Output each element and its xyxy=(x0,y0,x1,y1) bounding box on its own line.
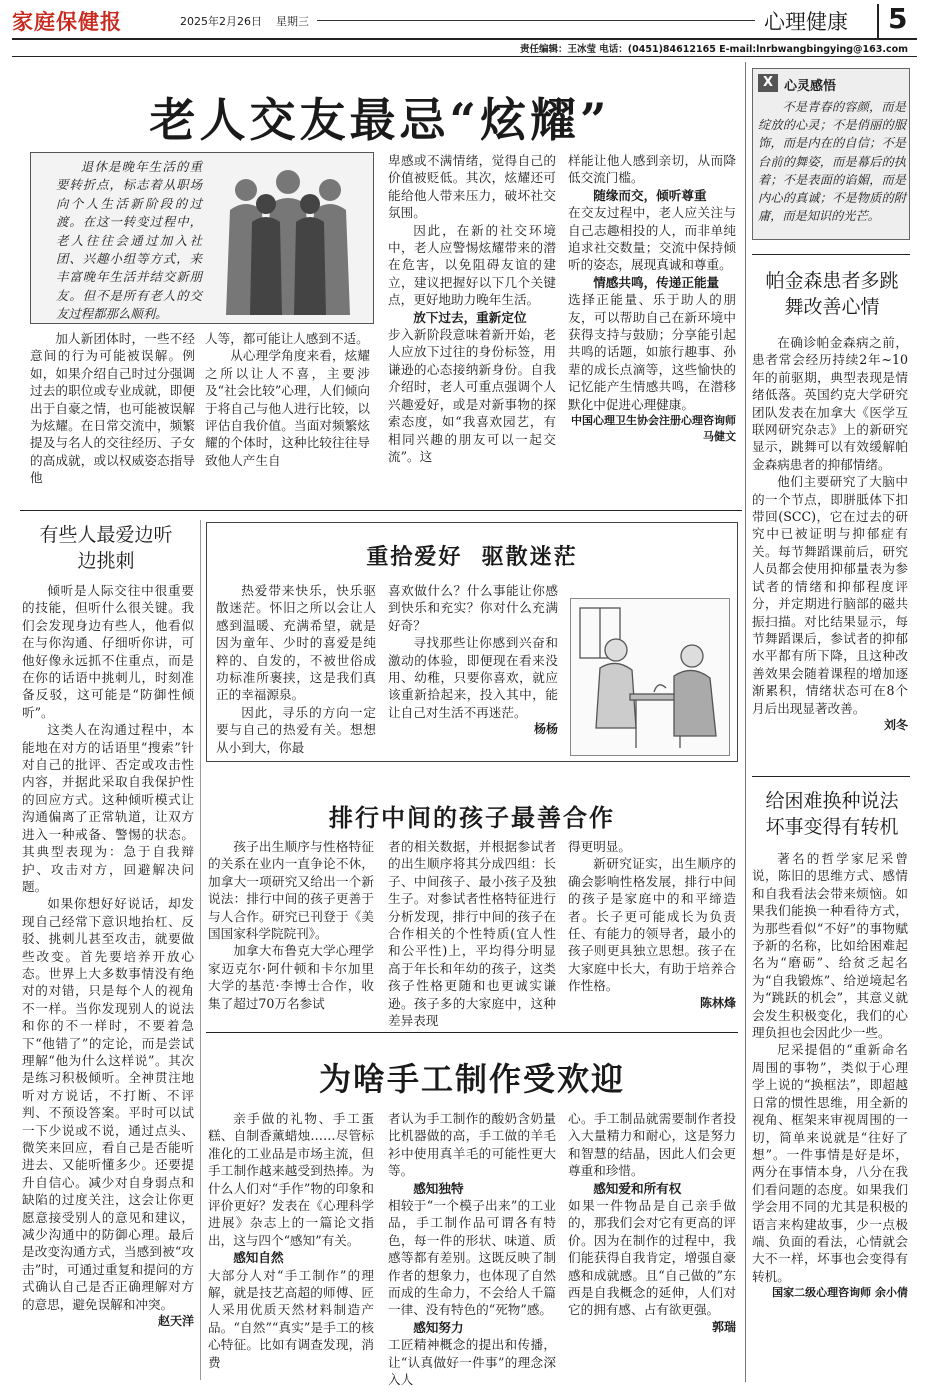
section-divider xyxy=(877,4,879,38)
a1-para: 样能让他人感到亲切，从而降低交流门槛。 xyxy=(568,153,736,186)
section-rule-2 xyxy=(206,1032,738,1033)
a7-author: 郭瑞 xyxy=(711,1319,736,1334)
a1-subhead: 放下过去，重新定位 xyxy=(413,309,527,325)
article-title-defensive-listening: 有些人最爱边听边挑刺 xyxy=(39,524,173,572)
a5-para: 加拿大布鲁克大学心理学家迈克尔·阿什顿和卡尔加里大学的基范·李博士合作，收集了超过70万名参试 xyxy=(208,943,374,1011)
a1-subhead: 随缘而交，倾听尊重 xyxy=(593,187,707,203)
a4-para: 热爱带来快乐，快乐驱散迷茫。怀旧之所以会让人感到温暖、充满希望，就是因为童年、少时的喜爱是纯粹的、自发的，不被世俗成功标准所裹挟，这是我们真正的幸福源泉。 xyxy=(216,583,376,703)
editor-line: 责任编辑：王冰莹 电话：(0451)84612165 E-mail:lnrbwangbingying@163.com xyxy=(520,44,909,55)
masthead-rule xyxy=(317,20,755,21)
a3-body xyxy=(22,582,194,1329)
lead-text: 退休是晚年生活的重要转折点，标志着从职场向个人生活新阶段的过渡。在这一转变过程中，老人往往会通过加入社团、兴趣小组等方式，来丰富晚年生活并结交新朋友。但不是所有老人的交友过程都那么顺利。 xyxy=(56,159,202,322)
article-title-middle-child: 排行中间的孩子最善合作 xyxy=(329,804,615,832)
left-divider xyxy=(200,520,201,1380)
a7-subhead: 感知独特 xyxy=(413,1180,464,1196)
article-title-handmade: 为啥手工制作受欢迎 xyxy=(318,1060,625,1098)
a4-para: 寻找那些让你感到兴奋和激动的体验，即便现在看来没用、幼稚，只要你喜欢，就应该重新拾起来，投入其中，能让自己对生活不再迷茫。 xyxy=(388,635,558,720)
heart-icon: X xyxy=(758,74,778,92)
a5-para: 得更明显。 xyxy=(568,839,631,854)
a1-para: 加人新团体时，一些不经意间的行为可能被误解。例如，如果介绍自己时过分强调过去的职位或专业成就，即便出于自豪之情，也可能被误解为炫耀。在日常交流中，频繁提及与名人的交往经历、子女的高成就，或以权威姿态指导他 xyxy=(30,331,195,486)
a5-column-1 xyxy=(208,838,374,1012)
a4-para: 喜欢做什么？什么事能让你感到快乐和充实？你对什么充满好奇？ xyxy=(388,583,558,633)
a7-column-2 xyxy=(388,1110,556,1389)
paper-name: 家庭保健报 xyxy=(12,10,122,34)
article-title-parkinson: 帕金森患者多跳舞改善心情 xyxy=(765,270,899,318)
sidebar-rule xyxy=(752,254,910,255)
article-title-hobby: 重拾爱好 驱散迷茫 xyxy=(366,545,578,570)
a3-para: 倾听是人际交往中很重要的技能，但听什么很关键。我们会发现身边有些人，他看似在与你沟通、仔细听你讲，可他好像永远抓不住重点，而是在你的话语中挑刺儿，时刻准备反驳，这可能是“防御性倾听”。 xyxy=(22,583,194,720)
a2-author: 刘冬 xyxy=(883,717,908,732)
a6-body xyxy=(752,850,908,1301)
a1-para: 因此，在新的社交环境中，老人应警惕炫耀带来的潜在危害，以免阻碍友谊的建立，建议把握好以下几个关键点，更好地助力晚年生活。 xyxy=(388,222,556,308)
a2-body xyxy=(752,334,908,733)
a5-column-2 xyxy=(388,838,556,1029)
sidebar-divider xyxy=(745,62,746,1382)
a3-para: 这类人在沟通过程中，本能地在对方的话语里“搜索”针对自己的批评、否定或攻击性内容，并据此采取自我保护性的回应方式。这种倾听模式让沟通偏离了正常轨道，让双方进入一种戒备、警惕的状态。其典型表现为：急于自我辩护、攻击对方，回避解决问题。 xyxy=(22,722,194,894)
a5-author: 陈林烽 xyxy=(699,995,736,1010)
sidebar-rule-2 xyxy=(752,776,910,777)
a7-para: 相较于“一个模子出来”的工业品，手工制作品可谓各有特色，每一件的形状、味道、质感等都有差别。这既反映了制作者的想象力，也体现了自然而成的生命力，不会给人千篇一律、没有特色的“死物”感。 xyxy=(388,1198,556,1318)
a7-para: 亲手做的礼物、手工蛋糕、自制香薰蜡烛……尽管标准化的工业品是市场主流，但手工制作越来越受到热捧。为什么人们对“手作”物的印象和评价更好？发表在《心理科学进展》杂志上的一篇论文指出，这与四个“感知”有关。 xyxy=(208,1111,374,1248)
heart-title: 心灵感悟 xyxy=(784,79,837,94)
a4-para: 因此，寻乐的方向一定要与自己的热爱有关。想想从小到大，你最 xyxy=(216,704,376,755)
a5-para: 者的相关数据，并根据参试者的出生顺序将其分成四组：长子、中间孩子、最小孩子及独生子。对参试者性格特征进行分析发现，排行中间的孩子在合作相关的个性特质(宜人性和公平性)上，平均得分明显高于年长和年幼的孩子，这类孩子性格更随和也更诚实谦逊。孩子多的大家庭中，这种差异表现 xyxy=(388,839,556,1029)
a5-column-3 xyxy=(568,838,736,1011)
a4-column-2 xyxy=(388,582,558,737)
editor-underline xyxy=(12,56,917,57)
a1-column-4 xyxy=(568,152,736,445)
elderly-hobby-illustration xyxy=(570,598,730,756)
a1-subhead: 情感共鸣，传递正能量 xyxy=(593,274,720,290)
a1-para: 从心理学角度来看，炫耀之所以让人不喜，主要涉及“社会比较”心理，人们倾向于将自己与他人进行比较，以评估自我价值。当面对频繁炫耀的个体时，这种比较往往导致他人产生自 xyxy=(205,348,370,468)
a6-author: 国家二级心理咨询师 余小倩 xyxy=(772,1286,908,1300)
heart-text: 不是青春的容颜，而是绽放的心灵；不是俏丽的服饰，而是内在的自信；不是台前的舞姿，而是幕后的执着；不是表面的谄媚，而是内心的真诚；不是物质的附庸，而是知识的光芒。 xyxy=(758,100,906,224)
a7-para: 工匠精神概念的提出和传播，让“认真做好一件事”的理念深入人 xyxy=(388,1337,556,1388)
a2-para: 在确诊帕金森病之前，患者常会经历持续2年~10年的前驱期，典型表现是情绪低落。英国约克大学研究团队发表在加拿大《医学互联网研究杂志》上的新研究显示，跳舞可以有效缓解帕金森病患者的抑郁情绪。 xyxy=(752,335,908,472)
a3-para: 如果你想好好说话，却发现自己经常下意识地抬杠、反驳、挑刺儿甚至攻击，就要做些改变。首先要培养开放心态。世界上大多数事情没有绝对的对错，只是每个人的视角不一样。当你发现别人的说法和你的不一样时，不要着急下“他错了”的定论，而是尝试理解“他为什么这样说”。其次是练习积极倾听。全神贯注地听对方说话，不打断、不评判、不预设答案。平时可以试一下少说或不说，通过点头、微笑来回应，看自己是否能听进去、又能听懂多少。还要提升自信心。减少对自身弱点和缺陷的过度关注，这会让你更愿意接受别人的意见和建议，减少沟通中的防御心理。最后是改变沟通方式，当感到被“攻击”时，可通过重复和提问的方式确认自己是否正确理解对方的意思，避免误解和冲突。 xyxy=(22,896,194,1312)
page-number: 5 xyxy=(888,2,908,35)
a1-para: 步入新阶段意味着新开始，老人应放下过往的身份标签，用谦逊的心态接纳新身份。自我介绍时，老人可重点强调个人兴趣爱好，或是对新事物的探索态度，如“我喜欢园艺，有相同兴趣的朋友可以一起交流”。这 xyxy=(388,327,556,464)
a1-column-3 xyxy=(388,152,556,465)
a7-subhead: 感知爱和所有权 xyxy=(593,1180,682,1196)
article-title-reframe: 给困难换种说法坏事变得有转机 xyxy=(765,790,899,838)
a4-author: 杨杨 xyxy=(533,722,558,737)
a4-column-1 xyxy=(216,582,376,756)
a7-column-1 xyxy=(208,1110,374,1371)
a5-para: 新研究证实，出生顺序的确会影响性格发展，排行中间的孩子是家庭中的和平缔造者。长子更可能成长为负责任、有能力的领导者，最小的孩子则更具独立思想。孩子在大家庭中长大，有助于培养合作性格。 xyxy=(568,856,736,994)
a5-para: 孩子出生顺序与性格特征的关系在业内一直争论不休，加拿大一项研究又给出一个新说法：排行中间的孩子更善于与人合作。研究已刊登于《美国国家科学院院刊》。 xyxy=(208,839,374,942)
issue-weekday: 星期三 xyxy=(276,15,309,28)
a6-para: 尼采提倡的“重新命名周围的事物”，类似于心理学上说的“换框法”，即超越日常的惯性思维，用全新的视角、框架来审视周围的一切，简单来说就是“往好了想”。一件事情是好是坏，两分在事情本身，八分在我们看问题的态度。如果我们学会用不同的尤其是积极的语言来构建故事，少一点极端、负面的看法，心情就会大不一样，坏事也会变得有转机。 xyxy=(752,1042,908,1284)
a1-column-1 xyxy=(30,330,195,487)
group-illustration xyxy=(208,160,368,320)
a7-para: 心。手工制品就需要制作者投入大量精力和耐心，这是努力和智慧的结晶，因此人们会更尊重和珍惜。 xyxy=(568,1111,736,1179)
masthead-underline xyxy=(12,38,917,40)
a1-para: 选择正能量、乐于助人的朋友，可以帮助自己在新环境中获得支持与鼓励；分享能引起共鸣的话题，如旅行趣事、孙辈的成长点滴等，这些愉快的记忆能产生情感共鸣，在潜移默化中促进心理健康。 xyxy=(568,292,736,412)
article-title-elderly-friends: 老人交友最忌“炫耀” xyxy=(149,93,611,147)
a7-para: 大部分人对“手工制作”的理解，就是技艺高超的师傅、匠人采用优质天然材料制造产品。“自然”“真实”是手工的核心特征。比如有调查发现，消费 xyxy=(208,1267,374,1370)
a2-para: 他们主要研究了大脑中的一个节点，即胼胝体下扣带回(SCC)，它在过去的研究中已被证明与抑郁症有关。每节舞蹈课前后，研究人员都会使用抑郁量表为参试者的情绪和抑郁程度评分，并定期进行脑部的磁共振扫描。对比结果显示，每节舞蹈课后，参试者的抑郁水平都有所下降，且这种改善效果会随着课程的增加逐渐累积，情绪状态可在8个月后出现显著改善。 xyxy=(752,474,908,716)
a1-author: 中国心理卫生协会注册心理咨询师 马健文 xyxy=(571,414,736,444)
a1-para: 卑感或不满情绪，觉得自己的价值被贬低。其次，炫耀还可能给他人带来压力，破坏社交氛围。 xyxy=(388,153,556,221)
section-name: 心理健康 xyxy=(764,10,848,34)
a7-subhead: 感知努力 xyxy=(413,1319,464,1335)
a1-column-2 xyxy=(205,330,370,469)
a1-para: 人等，都可能让人感到不适。 xyxy=(205,331,369,346)
a7-column-3 xyxy=(568,1110,736,1335)
a1-para: 在交友过程中，老人应关注与自己志趣相投的人，而非单纯追求社交数量；交流中保持倾听的姿态，展现真诚和尊重。 xyxy=(568,205,736,273)
a7-para: 者认为手工制作的酸奶含奶量比机器做的高，手工做的羊毛衫中使用真羊毛的可能性更大等。 xyxy=(388,1111,556,1179)
a3-author: 赵天洋 xyxy=(157,1314,194,1329)
a7-para: 如果一件物品是自己亲手做的，那我们会对它有更高的评价。因为在制作的过程中，我们能获得自我肯定，增强自豪感和成就感。且“自己做的”东西是自我概念的延伸，人们对它的拥有感、占有欲更强。 xyxy=(568,1198,736,1318)
a7-subhead: 感知自然 xyxy=(233,1250,284,1266)
a6-para: 著名的哲学家尼采曾说，陈旧的思维方式、感情和自我看法会带来烦恼。如果我们能换一种看待方式，为那些看似“不好”的事物赋予新的名称，比如给困难起名为“磨砺”、给贫乏起名为“自我锻炼”、给逆境起名为“跳跃的机会”，其意义就会发生积极变化，我们的心理负担也会因此少一些。 xyxy=(752,851,908,1041)
section-rule xyxy=(20,510,742,511)
issue-date: 2025年2月26日 xyxy=(180,15,262,28)
